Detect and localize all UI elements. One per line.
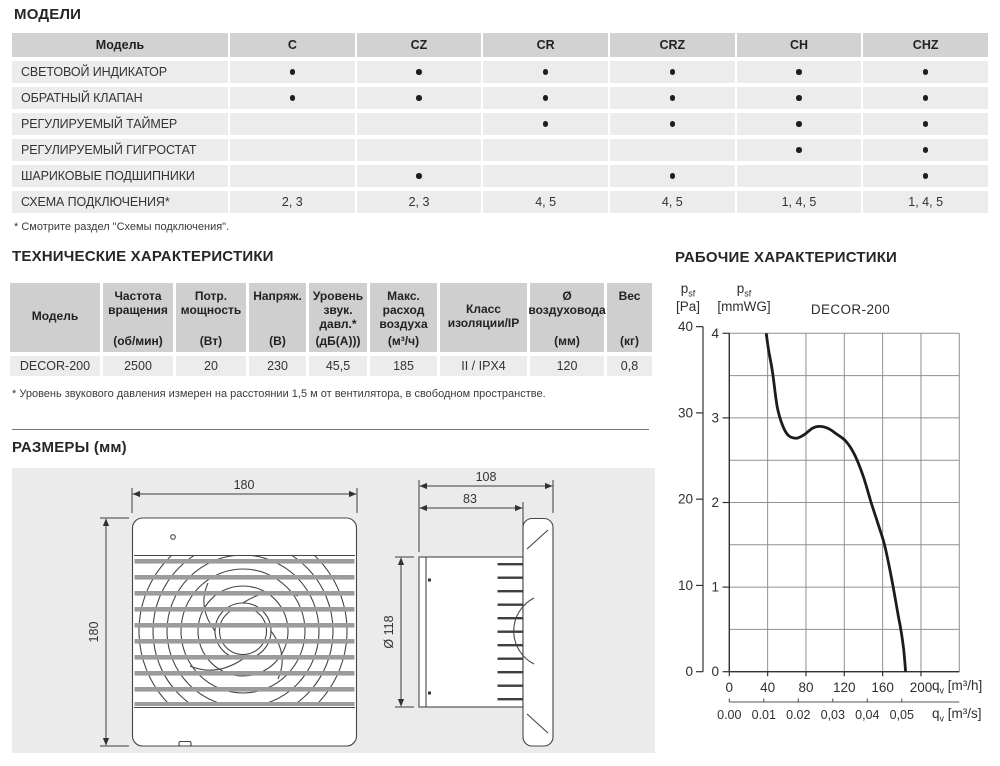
models-cell [230,61,355,83]
specs-column-header: Макс. расход воздуха (м³/ч) [370,283,437,352]
dimensions-panel [12,468,655,753]
models-cell [357,113,482,135]
feature-dot [796,95,802,101]
feature-dot [796,121,802,127]
pa-tick-label: 0 [685,664,693,680]
feature-dot [923,173,929,179]
m3h-tick-label: 200 [909,680,933,695]
models-cell [737,61,862,83]
specs-column-header: Ø воздуховода (мм) [530,283,604,352]
models-table [12,33,988,213]
feature-dot [543,69,549,75]
chart-title: DECOR-200 [810,302,891,317]
section-divider [12,429,649,430]
specs-column-header: Класс изоляции/IP [440,283,527,352]
models-cell [737,139,862,161]
m3h-tick-label: 0 [725,680,734,695]
dim-overall-depth: 108 [475,470,497,484]
models-cell [357,139,482,161]
mmwg-axis-symbol: p [736,281,745,296]
models-cell [863,113,988,135]
feature-dot [416,95,422,101]
models-column-header: C [230,33,355,57]
models-cell [737,165,862,187]
pa-tick-label: 10 [677,577,693,593]
models-cell [610,139,735,161]
feature-dot [416,173,422,179]
front-view [133,518,357,746]
models-column-header: CZ [357,33,482,57]
section-title-dimensions: РАЗМЕРЫ (мм) [12,439,127,456]
mmwg-tick-label: 4 [711,325,719,341]
feature-dot [416,69,422,75]
feature-dot [923,69,929,75]
specs-column-header: Уровень звук. давл.* (дБ(А))) [309,283,367,352]
performance-chart [660,316,1000,728]
feature-dot [923,95,929,101]
mmwg-tick-label: 0 [711,664,719,680]
specs-table [10,283,652,376]
specs-cell: 0,8 [607,356,652,376]
feature-dot [796,147,802,153]
models-cell [610,87,735,109]
models-cell [610,61,735,83]
models-column-header: CRZ [610,33,735,57]
m3s-tick-label: 0,04 [855,708,880,722]
dim-front-width: 180 [233,478,255,492]
specs-cell: 45,5 [309,356,367,376]
feature-dot [923,121,929,127]
specs-cell: 20 [176,356,246,376]
dimensions-drawing [12,468,655,753]
m3h-tick-label: 120 [833,680,856,695]
models-footnote: * Смотрите раздел "Схемы подключения". [14,221,230,233]
feature-dot [670,69,676,75]
section-title-specs: ТЕХНИЧЕСКИЕ ХАРАКТЕРИСТИКИ [12,248,274,265]
m3s-tick-label: 0.01 [751,708,776,722]
models-cell: 1, 4, 5 [863,191,988,213]
specs-cell: 185 [370,356,437,376]
models-cell [863,87,988,109]
feature-dot [796,69,802,75]
specs-column-header: Напряж. (В) [249,283,306,352]
models-cell [483,61,608,83]
models-cell: 4, 5 [483,191,608,213]
m3s-scale [729,699,959,703]
flow-m3h-axis-label: $q_v$ [m³/h] [932,678,983,696]
specs-cell: II / IPX4 [440,356,527,376]
models-column-header: CHZ [863,33,988,57]
pa-tick-label: 40 [677,319,693,335]
models-cell [610,113,735,135]
models-cell [610,165,735,187]
models-row-label: РЕГУЛИРУЕМЫЙ ГИГРОСТАТ [12,139,228,161]
specs-column-header: Частота вращения (об/мин) [103,283,173,352]
side-view [419,519,553,747]
models-cell [737,113,862,135]
pa-axis-symbol: p [680,281,689,296]
m3h-tick-label: 160 [871,680,894,695]
specs-column-header: Потр. мощность (Вт) [176,283,246,352]
models-column-header: Модель [12,33,228,57]
mmwg-tick-label: 1 [711,579,719,595]
mmwg-axis-label: $p_{sf}$ [mmWG] [717,281,771,315]
flow-m3s-axis-label: $q_v$ [m³/s] [932,706,982,724]
dim-duct-diameter: Ø 118 [382,615,396,649]
specs-column-header: Модель [10,283,100,352]
models-cell [230,139,355,161]
models-row-label: СХЕМА ПОДКЛЮЧЕНИЯ* [12,191,228,213]
models-cell [230,87,355,109]
specs-column-header: Вес (кг) [607,283,652,352]
m3s-tick-label: 0.02 [786,708,811,722]
pa-tick-label: 30 [677,405,693,421]
models-row-label: РЕГУЛИРУЕМЫЙ ТАЙМЕР [12,113,228,135]
models-column-header: CR [483,33,608,57]
models-cell: 2, 3 [357,191,482,213]
pa-tick-label: 20 [677,491,693,507]
models-cell: 4, 5 [610,191,735,213]
models-cell [483,139,608,161]
models-cell: 1, 4, 5 [737,191,862,213]
mmwg-tick-label: 3 [711,410,719,426]
dim-duct-depth: 83 [463,492,477,506]
models-cell [483,113,608,135]
feature-dot [670,121,676,127]
feature-dot [543,95,549,101]
models-cell [737,87,862,109]
feature-dot [923,147,929,153]
specs-cell: 120 [530,356,604,376]
models-cell: 2, 3 [230,191,355,213]
dim-front-height: 180 [87,621,101,643]
section-title-models: МОДЕЛИ [14,6,82,23]
pa-axis-label: $p_{sf}$ [Pa] [675,281,700,315]
m3s-tick-label: 0.00 [717,708,742,722]
specs-cell: 230 [249,356,306,376]
m3h-tick-label: 80 [798,680,814,695]
feature-dot [290,69,296,75]
models-row-label: ШАРИКОВЫЕ ПОДШИПНИКИ [12,165,228,187]
pa-axis-unit: [Pa] [675,299,700,315]
models-cell [230,165,355,187]
models-row-label: СВЕТОВОЙ ИНДИКАТОР [12,61,228,83]
m3s-tick-label: 0,03 [820,708,845,722]
specs-cell: DECOR-200 [10,356,100,376]
feature-dot [670,95,676,101]
models-cell [863,61,988,83]
models-cell [357,87,482,109]
models-cell [863,165,988,187]
mmwg-tick-label: 2 [711,495,719,510]
feature-dot [290,95,296,101]
specs-cell: 2500 [103,356,173,376]
specs-footnote: * Уровень звукового давления измерен на расстоянии 1,5 м от вентилятора, в свободном пространстве. [12,388,546,400]
models-cell [483,165,608,187]
models-row-label: ОБРАТНЫЙ КЛАПАН [12,87,228,109]
mmwg-axis-unit: [mmWG] [717,299,771,315]
models-cell [357,165,482,187]
models-cell [863,139,988,161]
feature-dot [670,173,676,179]
pa-axis [696,327,703,672]
section-title-performance: РАБОЧИЕ ХАРАКТЕРИСТИКИ [675,249,898,266]
m3h-tick-label: 40 [760,680,776,695]
feature-dot [543,121,549,127]
models-cell [357,61,482,83]
models-column-header: CH [737,33,862,57]
chart-grid [729,333,959,671]
models-cell [483,87,608,109]
models-cell [230,113,355,135]
m3s-tick-label: 0,05 [889,708,914,722]
